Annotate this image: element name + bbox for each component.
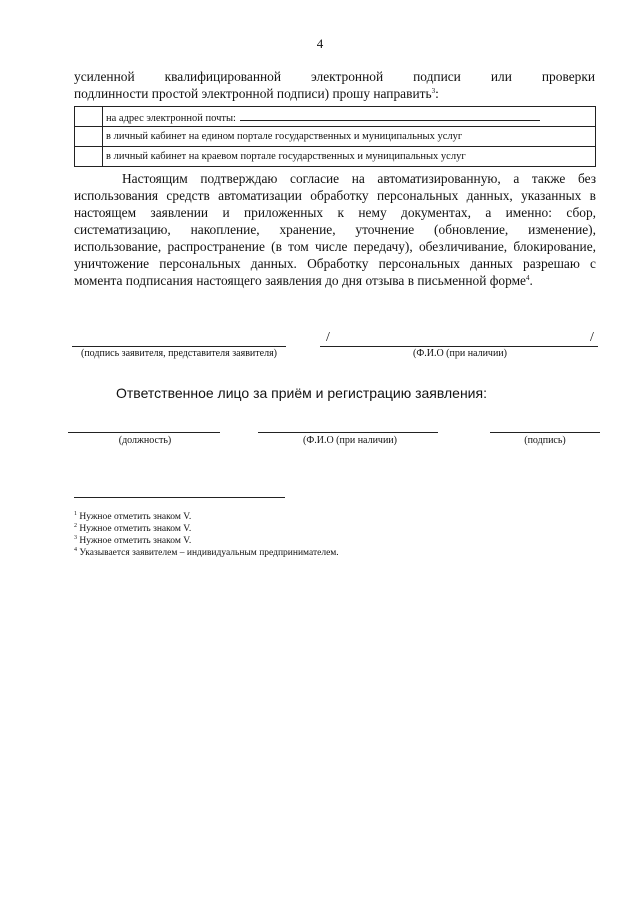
delivery-options-table bbox=[74, 106, 596, 167]
responsible-signature-caption: (подпись) bbox=[524, 435, 566, 446]
delivery-option-email bbox=[75, 107, 596, 127]
applicant-signature-caption: (подпись заявителя, представителя заявителя) bbox=[80, 348, 278, 359]
applicant-fio-caption: (Ф.И.О (при наличии) bbox=[413, 348, 507, 359]
option-checkbox-regional-portal[interactable] bbox=[75, 147, 103, 167]
intro-line-1: усиленной квалифицированной электронной подписи или проверки bbox=[74, 69, 595, 84]
applicant-fio-line[interactable] bbox=[320, 346, 598, 347]
option-checkbox-federal-portal[interactable] bbox=[75, 127, 103, 147]
intro-line-2: подлинности простой электронной подписи) прошу направить$^3$: bbox=[74, 86, 439, 101]
delivery-option-federal-portal bbox=[75, 127, 596, 147]
option-checkbox-email[interactable] bbox=[75, 107, 103, 127]
delivery-option-regional-portal bbox=[75, 147, 596, 167]
slash-right: / bbox=[590, 330, 594, 345]
position-caption: (должность) bbox=[118, 435, 172, 446]
footnote-ref-3: 3 bbox=[431, 87, 436, 95]
option-label-email: на адрес электронной почты: bbox=[103, 107, 596, 127]
footnote-2: $^2$ Нужное отметить знаком V. bbox=[74, 523, 192, 534]
responsible-fio-caption: (Ф.И.О (при наличии) bbox=[303, 435, 397, 446]
footnote-3: $^3$ Нужное отметить знаком V. bbox=[74, 535, 192, 546]
responsible-fio-line[interactable] bbox=[258, 432, 438, 433]
intro-paragraph bbox=[74, 68, 595, 102]
option-label-regional-portal: в личный кабинет на краевом портале государственных и муниципальных услуг bbox=[103, 147, 596, 167]
footnote-separator bbox=[74, 497, 285, 498]
footnote-1: $^1$ Нужное отметить знаком V. bbox=[74, 511, 192, 522]
consent-paragraph: Настоящим подтверждаю согласие на автоматизированную, а также без использования средств автоматизации обработку персональных данных, указанных в настоящем заявлении и приложенных к нему документах, а именно: сбор, систематизацию, накопление, хранение, уточнение (обновление, изменение), использование, распространение (в том числе передачу), обезличивание, блокирование, уничтожение персональных данных. Обработку персональных данных разрешаю с момента подписания настоящего заявления до дня отзыва в письменной форме$^4$. bbox=[74, 171, 596, 288]
slash-left: / bbox=[326, 330, 330, 345]
page-number: 4 bbox=[316, 36, 324, 51]
responsible-heading: Ответственное лицо за приём и регистрацию заявления: bbox=[116, 385, 487, 401]
option-label-federal-portal: в личный кабинет на едином портале государственных и муниципальных услуг bbox=[103, 127, 596, 147]
applicant-signature-line[interactable] bbox=[72, 346, 286, 347]
footnote-4: $^4$ Указывается заявителем – индивидуальным предпринимателем. bbox=[74, 547, 339, 558]
footnote-ref-4: 4 bbox=[526, 274, 530, 282]
email-input-line[interactable] bbox=[240, 110, 540, 121]
position-line[interactable] bbox=[68, 432, 220, 433]
responsible-signature-line[interactable] bbox=[490, 432, 600, 433]
